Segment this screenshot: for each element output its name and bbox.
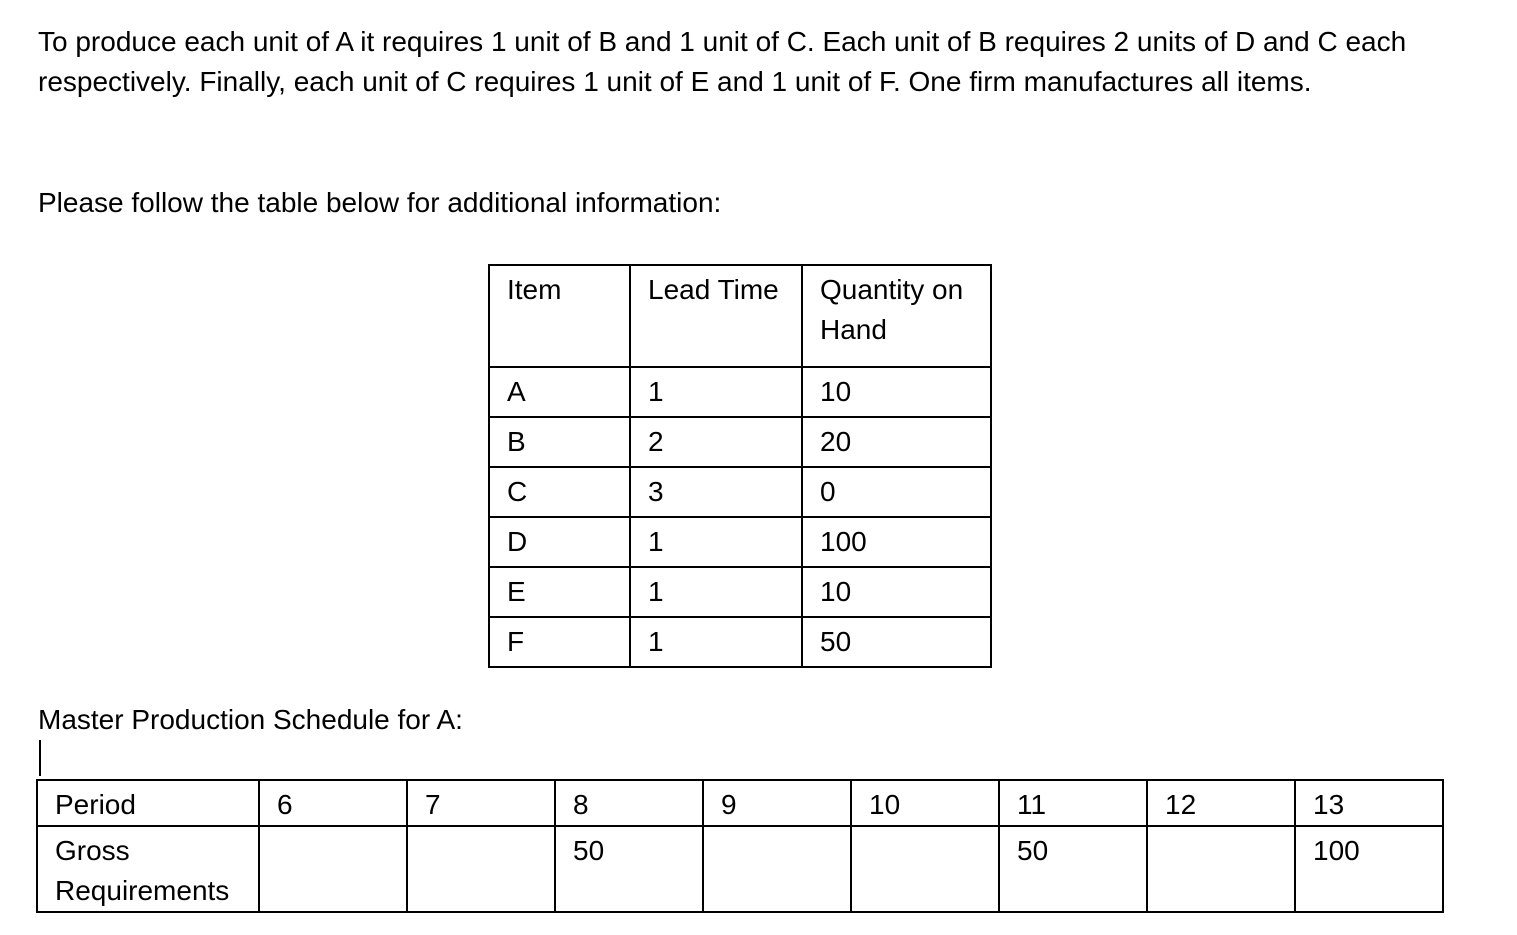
gross-cell: 50 bbox=[555, 826, 703, 912]
gross-requirements-label: Gross Requirements bbox=[37, 826, 259, 912]
table-row bbox=[489, 567, 991, 617]
period-cell: 11 bbox=[999, 780, 1147, 826]
header-item: Item bbox=[489, 265, 630, 367]
gross-cell bbox=[851, 826, 999, 912]
gross-cell bbox=[259, 826, 407, 912]
lead-time-cell: 1 bbox=[630, 367, 802, 417]
item-cell: F bbox=[489, 617, 630, 667]
on-hand-cell: 100 bbox=[802, 517, 991, 567]
item-cell: E bbox=[489, 567, 630, 617]
table-row bbox=[489, 617, 991, 667]
mps-title: Master Production Schedule for A: bbox=[38, 704, 463, 735]
period-label: Period bbox=[37, 780, 259, 826]
table-row bbox=[489, 367, 991, 417]
on-hand-cell: 20 bbox=[802, 417, 991, 467]
table-row bbox=[489, 517, 991, 567]
lead-time-cell: 3 bbox=[630, 467, 802, 517]
header-quantity-on-hand: Quantity on Hand bbox=[802, 265, 991, 367]
text-cursor bbox=[39, 740, 41, 776]
period-cell: 7 bbox=[407, 780, 555, 826]
gross-cell bbox=[1147, 826, 1295, 912]
item-cell: A bbox=[489, 367, 630, 417]
gross-cell: 100 bbox=[1295, 826, 1443, 912]
period-cell: 10 bbox=[851, 780, 999, 826]
on-hand-cell: 10 bbox=[802, 367, 991, 417]
period-cell: 12 bbox=[1147, 780, 1295, 826]
lead-time-cell: 1 bbox=[630, 517, 802, 567]
table-instruction: Please follow the table below for additional information: bbox=[38, 187, 722, 218]
gross-cell bbox=[703, 826, 851, 912]
lead-time-cell: 1 bbox=[630, 617, 802, 667]
period-row bbox=[37, 780, 1443, 826]
on-hand-cell: 10 bbox=[802, 567, 991, 617]
period-cell: 8 bbox=[555, 780, 703, 826]
gross-cell: 50 bbox=[999, 826, 1147, 912]
header-lead-time: Lead Time bbox=[630, 265, 802, 367]
item-cell: D bbox=[489, 517, 630, 567]
period-cell: 6 bbox=[259, 780, 407, 826]
period-cell: 9 bbox=[703, 780, 851, 826]
on-hand-cell: 0 bbox=[802, 467, 991, 517]
lead-time-cell: 1 bbox=[630, 567, 802, 617]
table-row bbox=[489, 467, 991, 517]
gross-cell bbox=[407, 826, 555, 912]
master-production-schedule-table bbox=[36, 779, 1444, 913]
period-cell: 13 bbox=[1295, 780, 1443, 826]
item-info-table bbox=[488, 264, 992, 668]
table-row bbox=[489, 417, 991, 467]
item-cell: C bbox=[489, 467, 630, 517]
info-header-row bbox=[489, 265, 991, 367]
on-hand-cell: 50 bbox=[802, 617, 991, 667]
gross-requirements-row bbox=[37, 826, 1443, 912]
problem-statement: To produce each unit of A it requires 1 unit of B and 1 unit of C. Each unit of B requires 2 units of D and C each respectively. Finally, each unit of C requires 1 unit of E and 1 unit of F. One firm manufactures all items. bbox=[38, 26, 1407, 97]
lead-time-cell: 2 bbox=[630, 417, 802, 467]
item-cell: B bbox=[489, 417, 630, 467]
